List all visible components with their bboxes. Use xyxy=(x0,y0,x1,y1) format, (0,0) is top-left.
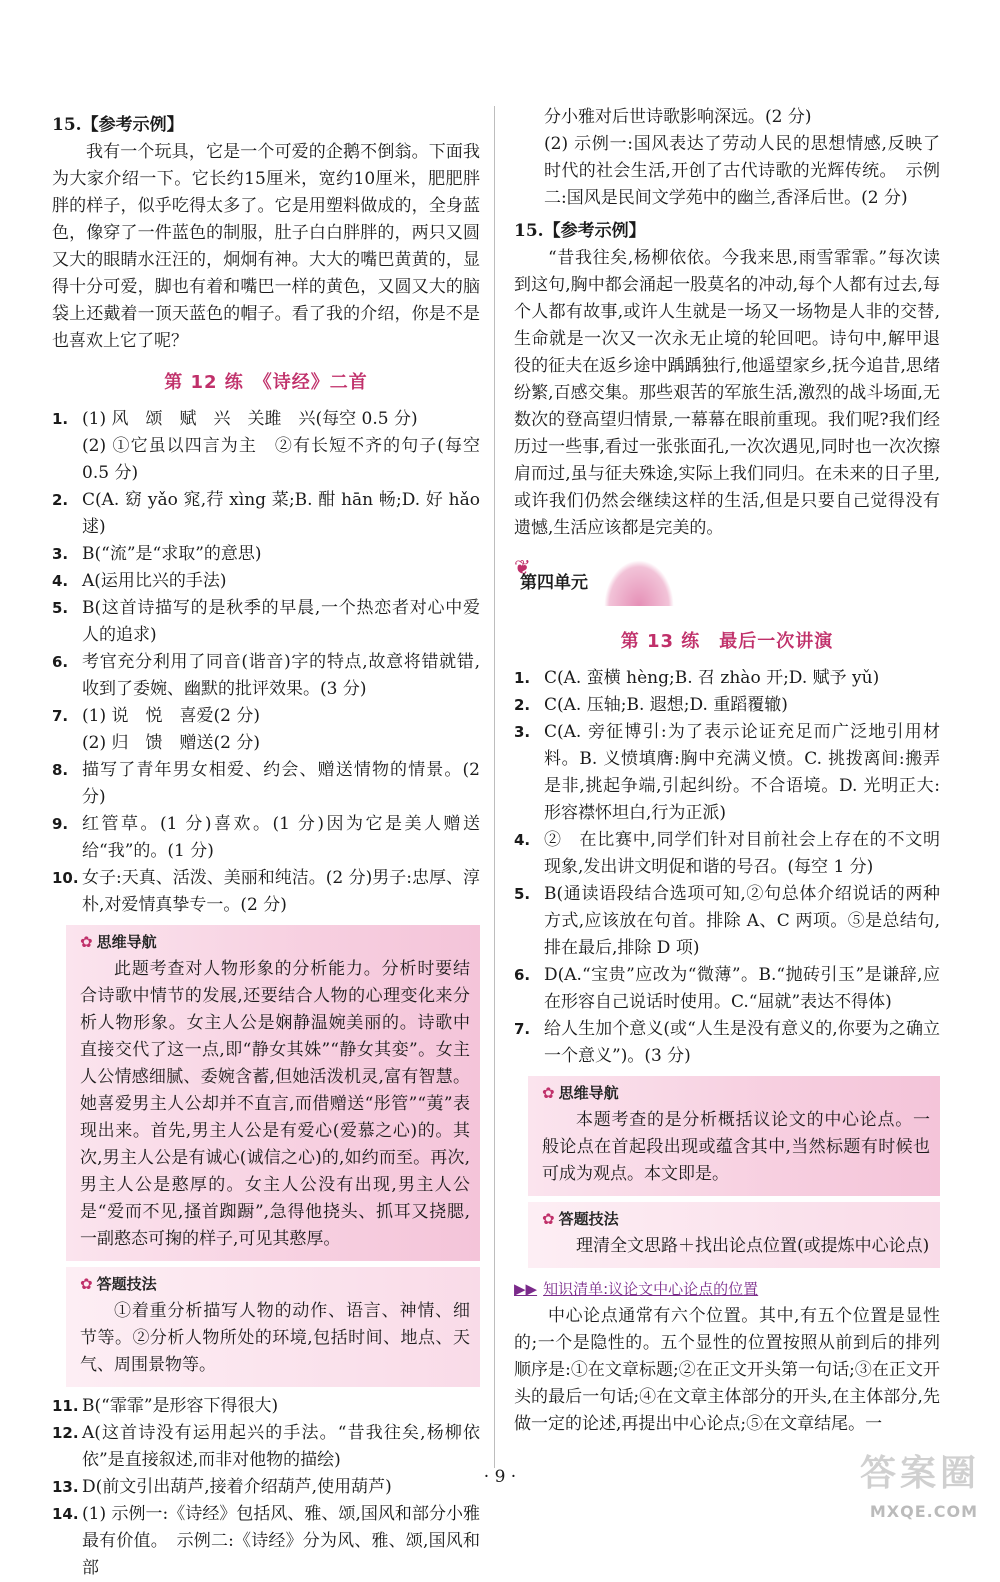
answer-item xyxy=(52,406,480,433)
answer-item xyxy=(514,827,940,881)
exercise-13-items xyxy=(514,665,940,1070)
answer-item xyxy=(52,1393,480,1420)
right-column xyxy=(514,104,940,1438)
unit-label: 第四单元 xyxy=(520,573,588,593)
answer-item-text: C(A. 压轴;B. 遐想;D. 重蹈覆辙) xyxy=(544,695,788,715)
page-number: · 9 · xyxy=(483,1467,517,1487)
answer-item-number: 10. xyxy=(52,869,79,887)
thinking-guide-text-right: 本题考查的是分析概括议论文的中心论点。一般论点在首起段出现或蕴含其中,当然标题有时候也可成为观点。本文即是。 xyxy=(542,1110,930,1184)
double-arrow-icon: ▶▶ xyxy=(514,1280,538,1298)
answer-item-text: B(这首诗描写的是秋季的早晨,一个热恋者对心中爱人的追求) xyxy=(82,598,480,645)
answer-skill-tag: ✿ 答题技法 xyxy=(80,1275,157,1293)
watermark-url-text: MXQE.COM xyxy=(869,1502,978,1521)
exercise-12-items xyxy=(52,406,480,919)
answer-item-number: 5. xyxy=(514,885,531,903)
answer-item xyxy=(514,692,940,719)
answer-skill-box xyxy=(66,1267,480,1387)
answer-item-number: 1. xyxy=(514,669,531,687)
answer-item-number: 5. xyxy=(52,599,69,617)
flower-icon: ✿ xyxy=(80,933,93,951)
answer-item-text: (1) 示例一:《诗经》包括风、雅、颂,国风和部分小雅最有价值。 示例二:《诗经》分为风、雅、颂,国风和部 xyxy=(82,1504,480,1578)
answer-item-number: 8. xyxy=(52,761,69,779)
flower-icon: ✿ xyxy=(542,1210,555,1228)
answer-item-number: 3. xyxy=(514,723,531,741)
thinking-guide-tag: ✿ 思维导航 xyxy=(80,933,157,951)
flower-icon: ✿ xyxy=(542,1084,555,1102)
answer-item xyxy=(52,865,480,919)
knowledge-list-heading: ▶▶ 知识清单:议论文中心论点的位置 xyxy=(514,1280,759,1298)
answer-item-text: D(A.“宝贵”应改为“微薄”。B.“抛砖引玉”是谦辞,应在形容自己说话时使用。C.“屈就”表达不得体) xyxy=(544,965,940,1012)
answer-item-text: (1) 风 颂 赋 兴 关雎 兴(每空 0.5 分) xyxy=(82,409,418,429)
answer-item xyxy=(52,1501,480,1582)
thinking-guide-box xyxy=(66,925,480,1261)
thinking-guide-tag-right: ✿ 思维导航 xyxy=(542,1084,619,1102)
answer-item-number: 2. xyxy=(52,491,69,509)
answer-item-number: 9. xyxy=(52,815,69,833)
answer-item-number: 3. xyxy=(52,545,69,563)
answer-item-number: 6. xyxy=(514,966,531,984)
column-divider xyxy=(494,106,495,1468)
answer-skill-box-right xyxy=(528,1202,940,1268)
thinking-guide-text: 此题考查对人物形象的分析能力。分析时要结合诗歌中情节的发展,还要结合人物的心理变化来分析人物形象。女主人公是娴静温婉美丽的。诗歌中直接交代了这一点,即“静女其姝”“静女其娈”。女主人公情感细腻、委婉含蓄,但她活泼机灵,富有智慧。她喜爱男主人公却并不直言,而借赠送“彤管”“荑”表现出来。首先,男主人公是有爱心(爱慕之心)的。其次,男主人公是有诚心(诚信之心)的,如约而至。再次,男主人公是憨厚的。女主人公没有出现,男主人公是“爱而不见,搔首踟蹰”,急得他挠头、抓耳又挠腮,一副憨态可掬的样子,可见其憨厚。 xyxy=(80,959,470,1249)
watermark-logo xyxy=(750,1453,980,1521)
left-column xyxy=(52,106,480,1582)
answer-item-text: C(A. 窈 yǎo 窕,荇 xìng 菜;B. 酣 hān 畅;D. 好 hǎo 逑) xyxy=(82,490,480,537)
answer-item-number: 14. xyxy=(52,1505,79,1523)
answer-skill-text: ①着重分析描写人物的动作、语言、神情、细节等。②分析人物所处的环境,包括时间、地点、天气、周围景物等。 xyxy=(80,1301,470,1375)
q14-continued-b: (2) 示例一:国风表达了劳动人民的思想情感,反映了时代的社会生活,开创了古代诗歌的光辉传统。 示例二:国风是民间文学苑中的幽兰,香泽后世。(2 分) xyxy=(544,134,940,208)
answer-skill-tag-right: ✿ 答题技法 xyxy=(542,1210,619,1228)
exercise-13-title: 第 13 练 最后一次讲演 xyxy=(620,631,834,652)
answer-item-text: 描写了青年男女相爱、约会、赠送情物的情景。(2 分) xyxy=(82,760,480,807)
answer-item-number: 12. xyxy=(52,1424,79,1442)
q15-answer-text: 我有一个玩具，它是一个可爱的企鹅不倒翁。下面我为大家介绍一下。它长约15厘米，宽约10厘米，肥肥胖胖的样子，似乎吃得太多了。它是用塑料做成的，全身蓝色，像穿了一件蓝色的制服，肚子白白胖胖的，两只又圆又大的眼睛水汪汪的，炯炯有神。大大的嘴巴黄黄的，显得十分可爱，脚也有着和嘴巴一样的黄色，又圆又大的脑袋上还戴着一顶天蓝色的帽子。看了我的介绍，你是不是也喜欢上它了呢？ xyxy=(52,142,480,351)
answer-item xyxy=(514,719,940,827)
answer-item-number: 7. xyxy=(52,707,69,725)
exercise-12-title: 第 12 练 《诗经》二首 xyxy=(164,372,368,393)
answer-item-number: 11. xyxy=(52,1397,79,1415)
answer-item xyxy=(52,595,480,649)
hill-decoration-icon xyxy=(604,560,674,606)
answer-item-text: ② 在比赛中,同学们针对目前社会上存在的不文明现象,发出讲文明促和谐的号召。(每空 1 分) xyxy=(544,830,940,877)
q14-continued-a: 分小雅对后世诗歌影响深远。(2 分) xyxy=(544,107,812,127)
answer-item xyxy=(52,541,480,568)
answer-item-number: 13. xyxy=(52,1478,79,1496)
answer-item-text: D(前文引出葫芦,接着介绍葫芦,使用葫芦) xyxy=(82,1477,392,1497)
answer-item-number: 4. xyxy=(514,831,531,849)
answer-item-subline: (2) ①它虽以四言为主 ②有长短不齐的句子(每空 0.5 分) xyxy=(82,436,480,483)
thinking-guide-box-right xyxy=(528,1076,940,1196)
answer-item xyxy=(52,487,480,541)
answer-item-text: B(“霏霏”是形容下得很大) xyxy=(82,1396,279,1416)
answer-item-text: 考官充分利用了同音(谐音)字的特点,故意将错就错,收到了委婉、幽默的批评效果。(3 分) xyxy=(82,652,480,699)
answer-item-text: 女子:天真、活泼、美丽和纯洁。(2 分)男子:忠厚、淳朴,对爱情真挚专一。(2 分) xyxy=(82,868,480,915)
answer-item xyxy=(52,757,480,811)
answer-item xyxy=(514,665,940,692)
answer-item xyxy=(52,811,480,865)
answer-skill-text-right: 理清全文思路＋找出论点位置(或提炼中心论点) xyxy=(576,1236,930,1256)
answer-item-text: 给人生加个意义(或“人生是没有意义的,你要为之确立一个意义”)。(3 分) xyxy=(544,1019,940,1066)
knowledge-list-text: 中心论点通常有六个位置。其中,有五个位置是显性的;一个是隐性的。五个显性的位置按照从前到后的排列顺序是:①在文章标题;②在正文开头第一句话;③在正文开头的最后一句话;④在文章主体部分的开头,在主体部分,先做一定的论述,再提出中心论点;⑤在文章结尾。一 xyxy=(514,1306,940,1434)
answer-item-number: 2. xyxy=(514,696,531,714)
answer-item-text: 红管草。(1 分)喜欢。(1 分)因为它是美人赠送给“我”的。(1 分) xyxy=(82,814,480,861)
answer-item xyxy=(52,649,480,703)
answer-item xyxy=(514,1016,940,1070)
answer-item xyxy=(514,962,940,1016)
answer-item-subline: (2) 归 馈 赠送(2 分) xyxy=(82,733,260,753)
answer-item-text: A(运用比兴的手法) xyxy=(82,571,227,591)
answer-item xyxy=(514,881,940,962)
answer-item-text: B(通读语段结合选项可知,②句总体介绍说话的两种方式,应该放在句首。排除 A、C 两项。⑤是总结句,排在最后,排除 D 项) xyxy=(544,884,940,958)
watermark-big-text: 答案圈 xyxy=(859,1453,980,1494)
q15-right-heading: 15.【参考示例】 xyxy=(514,221,646,241)
unit-banner xyxy=(514,554,940,614)
q15-heading: 15.【参考示例】 xyxy=(52,115,184,135)
answer-item-number: 1. xyxy=(52,410,69,428)
sprig-icon: ❦ xyxy=(514,555,531,579)
answer-item xyxy=(52,568,480,595)
flower-icon: ✿ xyxy=(80,1275,93,1293)
answer-item-text: A(这首诗没有运用起兴的手法。“昔我往矣,杨柳依依”是直接叙述,而非对他物的描绘) xyxy=(82,1423,480,1470)
answer-item-text: B(“流”是“求取”的意思) xyxy=(82,544,262,564)
answer-item-text: (1) 说 悦 喜爱(2 分) xyxy=(82,706,260,726)
answer-item-number: 6. xyxy=(52,653,69,671)
answer-item-number: 4. xyxy=(52,572,69,590)
q15-right-text: “昔我往矣,杨柳依依。今我来思,雨雪霏霏。”每次读到这句,胸中都会涌起一股莫名的冲动,每个人都有过去,每个人都有故事,或许人生就是一场又一场物是人非的交替,生命就是一次又一次永无止境的轮回吧。诗句中,解甲退役的征夫在返乡途中踽踽独行,他遥望家乡,抚今追昔,思绪纷繁,百感交集。那些艰苦的军旅生活,激烈的战斗场面,无数次的登高望归情景,一幕幕在眼前重现。我们呢?我们经历过一些事,看过一张张面孔,一次次遇见,同时也一次次擦肩而过,虽与征夫殊途,实际上我们同归。在未来的日子里,或许我们仍然会继续这样的生活,但是只要自己觉得没有遗憾,生活应该都是完美的。 xyxy=(514,248,940,538)
answer-item-number: 7. xyxy=(514,1020,531,1038)
answer-item xyxy=(52,703,480,730)
answer-item-text: C(A. 旁征博引:为了表示论证充足而广泛地引用材料。B. 义愤填膺:胸中充满义愤。C. 挑拨离间:搬弄是非,挑起争端,引起纠纷。不合语境。D. 光明正大:形容襟怀坦白,行为正派) xyxy=(544,722,940,823)
answer-item-text: C(A. 蛮横 hèng;B. 召 zhào 开;D. 赋予 yǔ) xyxy=(544,668,880,688)
